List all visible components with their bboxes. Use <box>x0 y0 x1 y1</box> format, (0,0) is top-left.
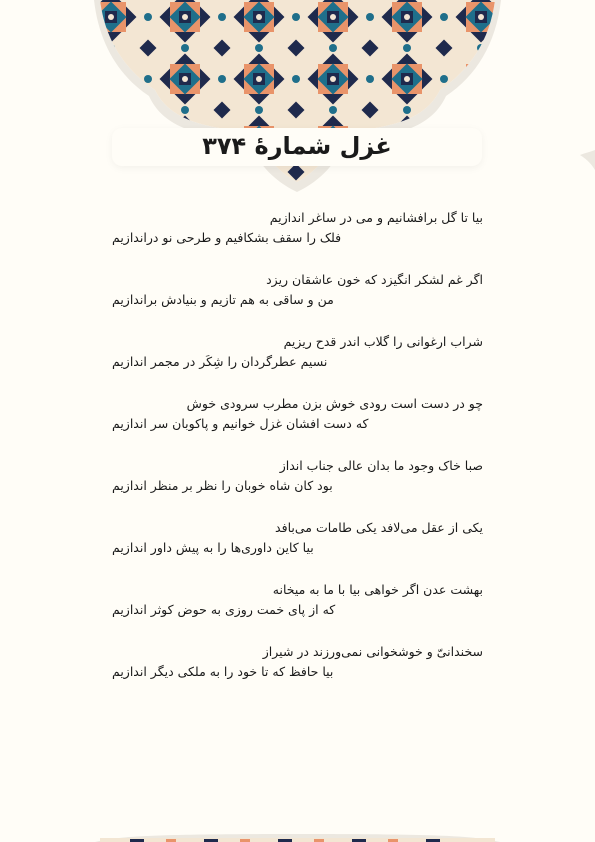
first-hemistich: یکی از عقل می‌لافد یکی طامات می‌بافد <box>275 520 483 535</box>
first-hemistich: اگر غم لشکر انگیزد که خون عاشقان ریزد <box>266 272 483 287</box>
header-ornament <box>0 0 595 200</box>
second-hemistich: من و ساقی به هم تازیم و بنیادش براندازیم <box>112 292 334 307</box>
second-hemistich: که دست افشان غزل خوانیم و پاکوبان سر اندازیم <box>112 416 369 431</box>
couplet <box>112 456 483 496</box>
couplet <box>112 518 483 558</box>
second-hemistich: بیا حافظ که تا خود را به ملکی دیگر اندازیم <box>112 664 334 679</box>
second-hemistich: بود کان شاه خوبان را نظر بر منظر اندازیم <box>112 478 333 493</box>
footer-ornament <box>0 832 595 842</box>
couplet <box>112 208 483 248</box>
couplet <box>112 394 483 434</box>
couplet <box>112 332 483 372</box>
couplet <box>112 642 483 682</box>
first-hemistich: سخندانیّ و خوشخوانی نمی‌ورزند در شیراز <box>262 644 483 659</box>
first-hemistich: چو در دست است رودی خوش بزن مطرب سرودی خوش <box>186 396 483 411</box>
first-hemistich: صبا خاک وجود ما بدان عالی جناب انداز <box>279 458 483 473</box>
second-hemistich: فلک را سقف بشکافیم و طرحی نو دراندازیم <box>112 230 342 245</box>
first-hemistich: شراب ارغوانی را گلاب اندر قدح ریزیم <box>283 334 483 349</box>
second-hemistich: که از پای خمت روزی به حوض کوثر اندازیم <box>112 602 336 617</box>
poem-body <box>112 208 483 704</box>
second-hemistich: نسیم عطرگردان را شِکَر در مجمر اندازیم <box>112 354 328 369</box>
first-hemistich: بهشت عدن اگر خواهی بیا با ما به میخانه <box>272 582 483 597</box>
first-hemistich: بیا تا گل برافشانیم و می در ساغر اندازیم <box>269 210 483 225</box>
tile-pattern-icon <box>100 838 495 842</box>
couplet <box>112 580 483 620</box>
page-title: غزل شمارهٔ ۳۷۴ <box>202 132 392 160</box>
couplet <box>112 270 483 310</box>
second-hemistich: بیا کاین داوری‌ها را به پیش داور اندازیم <box>112 540 314 555</box>
